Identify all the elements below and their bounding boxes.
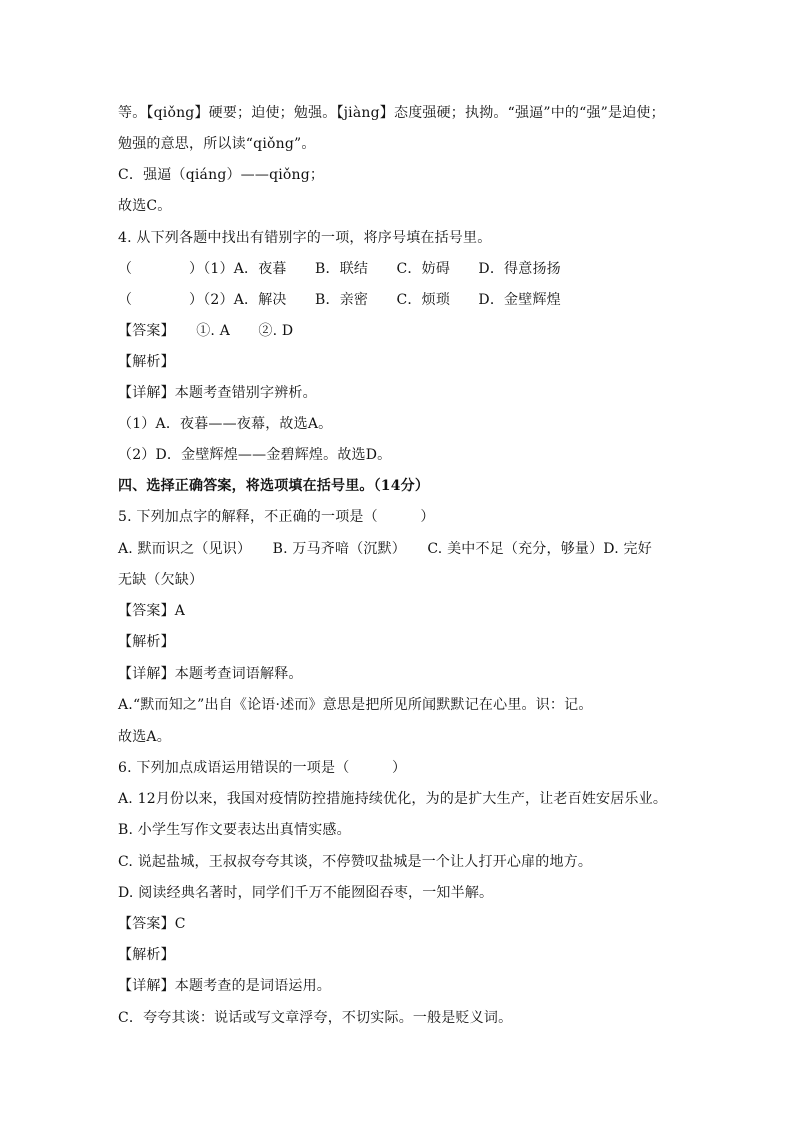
analysis-label: 【解析】	[118, 947, 175, 963]
text-line: 故选C。	[118, 198, 172, 214]
question-4-item-1: （ ）（1）A．夜暮 B．联结 C．妨碍 D．得意扬扬	[118, 261, 561, 277]
question-5-options: A. 默而识之（见识） B. 万马齐喑（沉默） C. 美中不足（充分，够量）D. 完好	[118, 541, 652, 557]
question-4-stem: 4. 从下列各题中找出有错别字的一项，将序号填在括号里。	[118, 230, 492, 246]
question-6-option-b: B. 小学生写作文要表达出真情实感。	[118, 822, 351, 838]
question-4-item-2: （ ）（2）A．解决 B．亲密 C．烦琐 D．金壁辉煌	[118, 292, 561, 308]
text-line: （2）D．金壁辉煌——金碧辉煌。故选D。	[118, 447, 392, 463]
text-line: C．夸夸其谈：说话或写文章浮夸，不切实际。一般是贬义词。	[118, 1010, 513, 1026]
question-6-option-d: D. 阅读经典名著时，同学们千万不能囫囵吞枣，一知半解。	[118, 885, 494, 901]
analysis-label: 【解析】	[118, 634, 175, 650]
detail-label: 【详解】本题考查词语解释。	[118, 666, 303, 682]
text-line: 勉强的意思，所以读“qiǒng”。	[118, 136, 316, 152]
question-6-option-a: A. 12月份以来，我国对疫情防控措施持续优化，为的是扩大生产，让老百姓安居乐业。	[118, 791, 668, 807]
detail-label: 【详解】本题考查错别字辨析。	[118, 385, 317, 401]
answer-label: 【答案】 ①. A ②. D	[118, 323, 294, 339]
question-6-stem: 6. 下列加点成语运用错误的一项是（ ）	[118, 760, 407, 776]
question-6-option-c: C. 说起盐城，王叔叔夸夸其谈，不停赞叹盐城是一个让人打开心扉的地方。	[118, 854, 593, 870]
answer-label: 【答案】C	[118, 916, 186, 932]
text-line: 等。【qiǒng】硬要；迫使；勉强。【jiàng】态度强硬；执拗。“强逼”中的“强”是迫使；	[118, 105, 665, 121]
detail-label: 【详解】本题考查的是词语运用。	[118, 978, 331, 994]
text-line: A.“默而知之”出自《论语·述而》意思是把所见所闻默默记在心里。识：记。	[118, 697, 593, 713]
analysis-label: 【解析】	[118, 354, 175, 370]
question-5-stem: 5. 下列加点字的解释，不正确的一项是（ ）	[118, 509, 435, 525]
text-line: C．强逼（qiáng）——qiǒng；	[118, 167, 325, 183]
section-heading: 四、选择正确答案，将选项填在括号里。（14分）	[118, 478, 430, 494]
answer-label: 【答案】A	[118, 603, 186, 619]
text-line: （1）A．夜暮——夜幕，故选A。	[118, 416, 333, 432]
question-5-options-cont: 无缺（欠缺）	[118, 572, 204, 588]
text-line: 故选A。	[118, 729, 171, 745]
